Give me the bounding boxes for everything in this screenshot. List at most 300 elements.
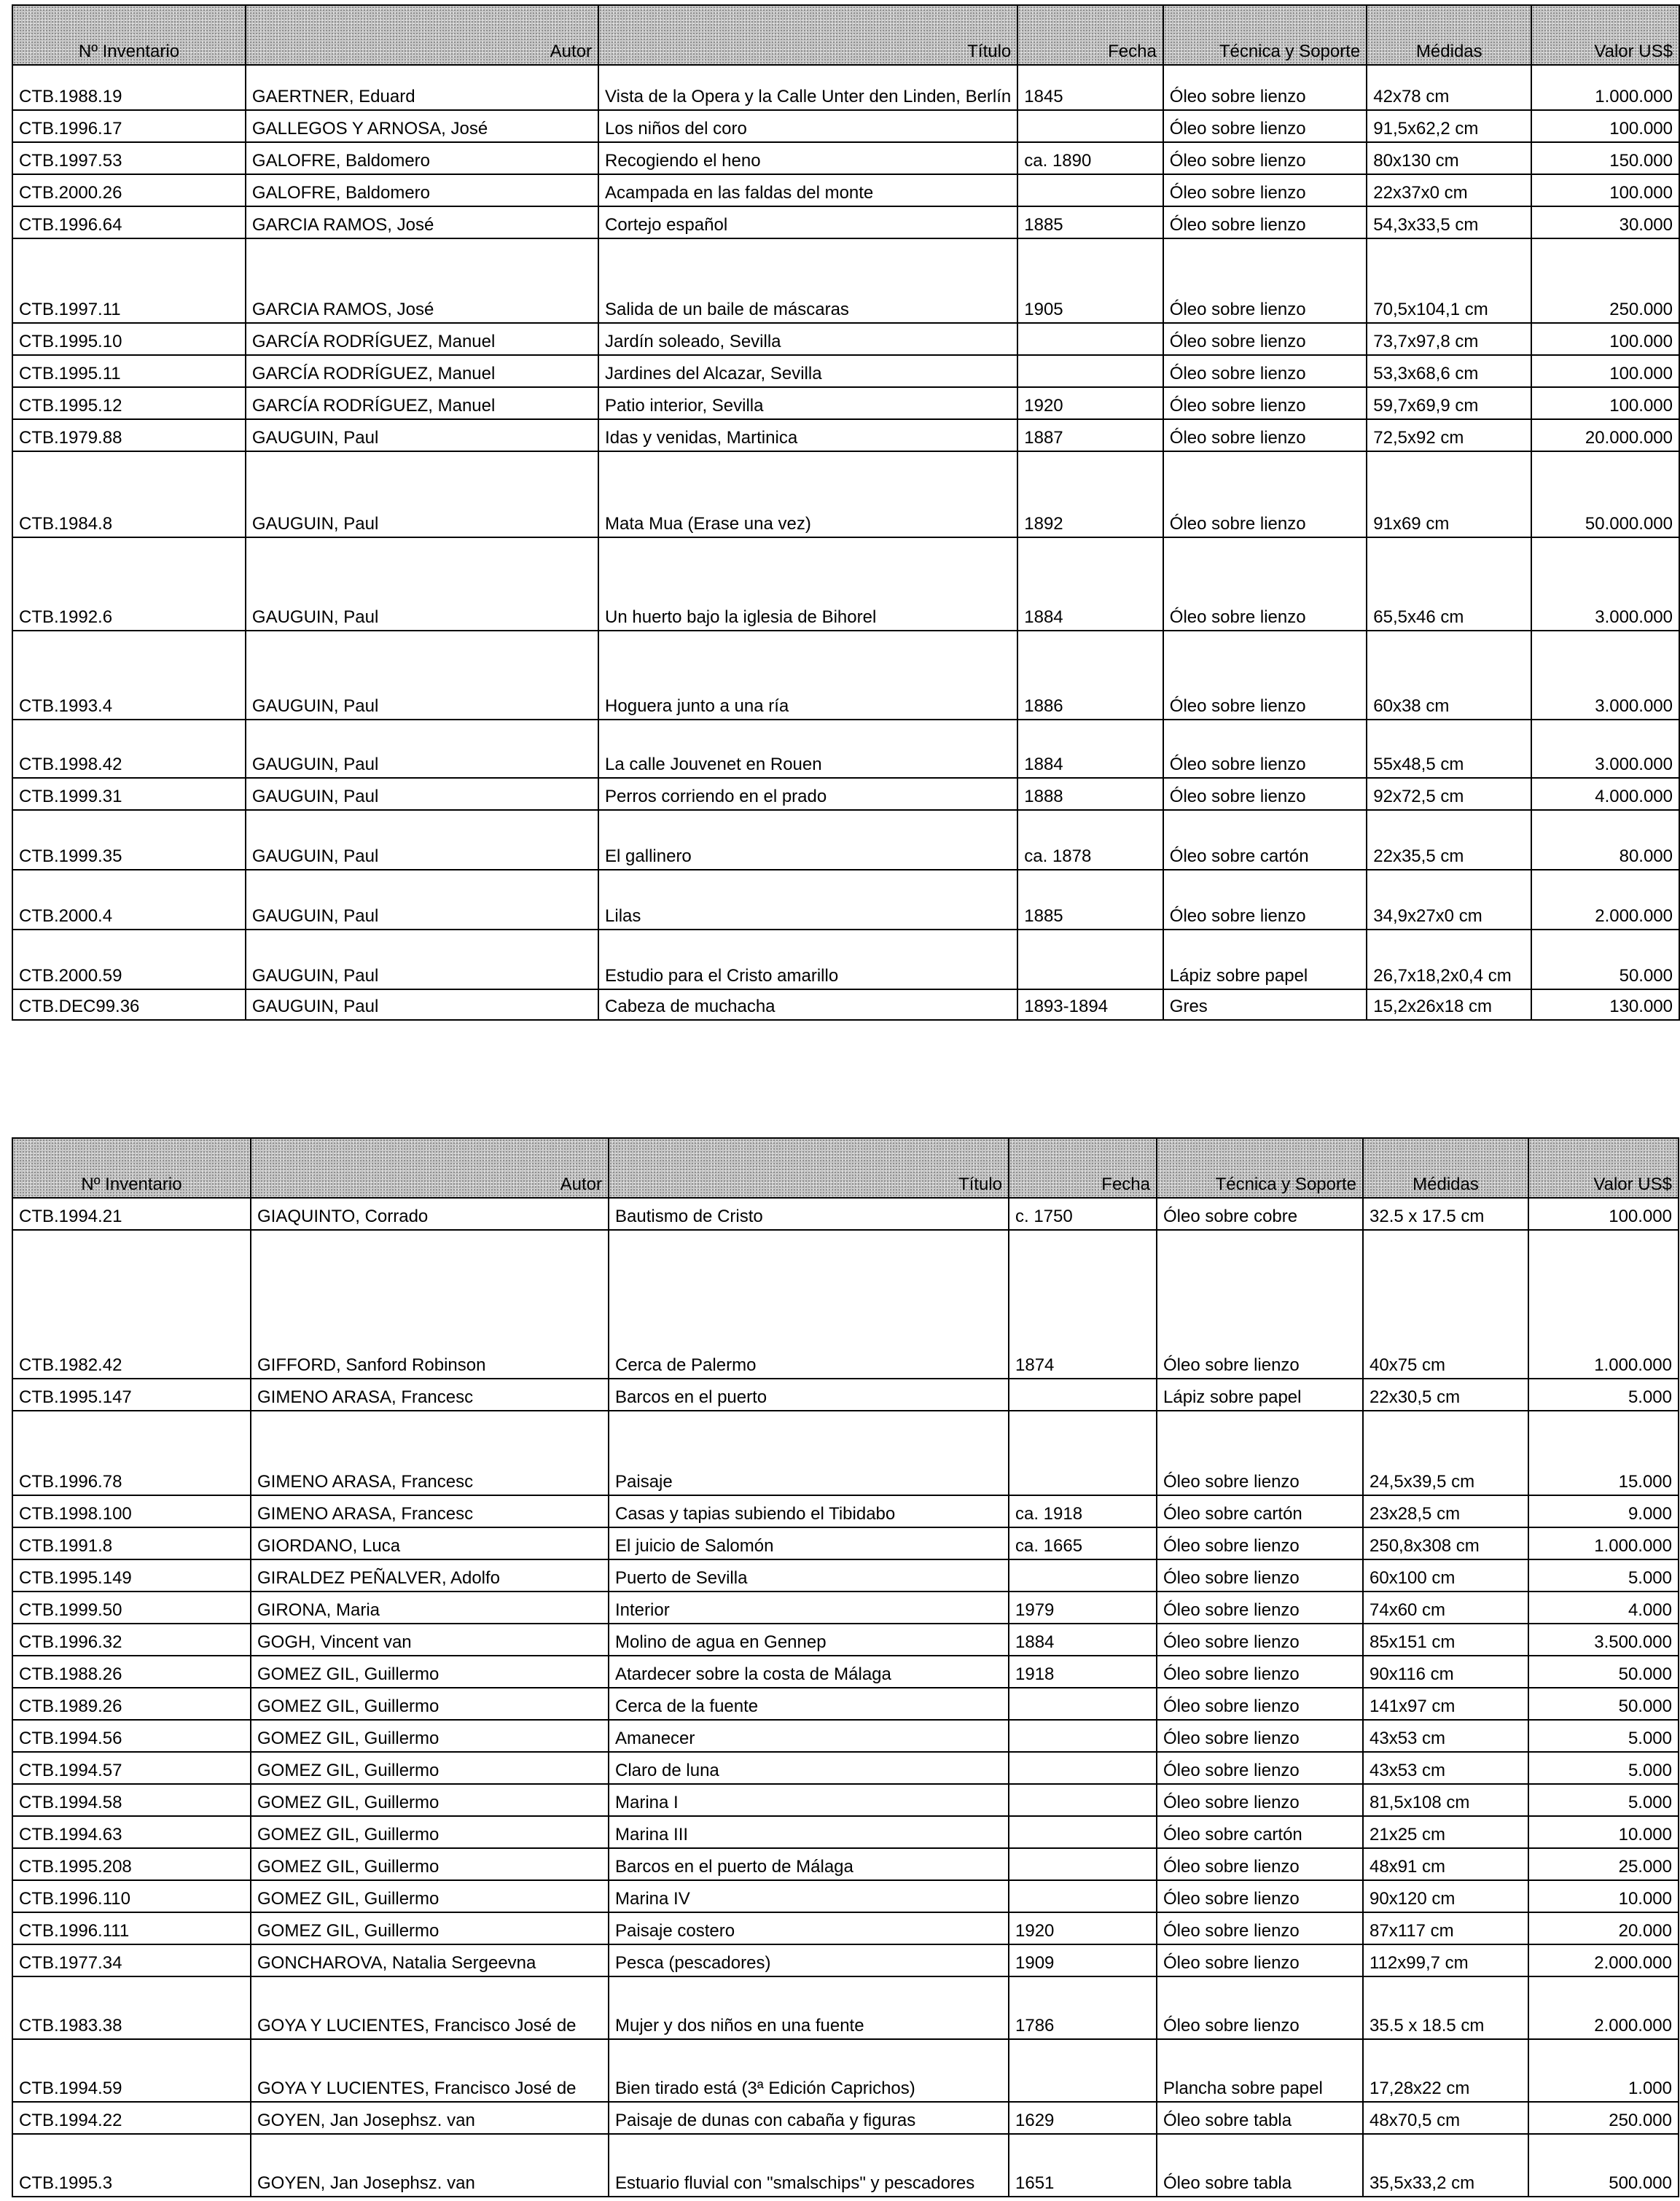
table-row	[12, 1688, 1679, 1720]
cell-medidas: 54,3x33,5 cm	[1367, 206, 1531, 238]
cell-autor: GOMEZ GIL, Guillermo	[251, 1720, 609, 1752]
cell-fecha: 1909	[1009, 1944, 1157, 1976]
cell-fecha: 1886	[1017, 631, 1163, 720]
cell-valor: 25.000	[1528, 1848, 1679, 1880]
cell-autor: GOYA Y LUCIENTES, Francisco José de	[251, 1976, 609, 2039]
cell-inventario: CTB.1998.100	[12, 1495, 251, 1527]
cell-autor: GIORDANO, Luca	[251, 1527, 609, 1559]
cell-autor: GONCHAROVA, Natalia Sergeevna	[251, 1944, 609, 1976]
table-row	[12, 1411, 1679, 1495]
cell-tecnica: Óleo sobre lienzo	[1157, 1944, 1363, 1976]
cell-valor: 80.000	[1531, 810, 1679, 870]
cell-valor: 1.000	[1528, 2039, 1679, 2102]
cell-tecnica: Óleo sobre lienzo	[1163, 355, 1367, 387]
table-row	[12, 1656, 1679, 1688]
cell-titulo: Interior	[609, 1592, 1009, 1624]
cell-medidas: 21x25 cm	[1363, 1816, 1528, 1848]
cell-inventario: CTB.2000.59	[12, 930, 246, 989]
cell-titulo: Claro de luna	[609, 1752, 1009, 1784]
cell-inventario: CTB.1995.10	[12, 323, 246, 355]
cell-valor: 100.000	[1531, 387, 1679, 419]
cell-tecnica: Óleo sobre lienzo	[1157, 1527, 1363, 1559]
cell-titulo: Paisaje de dunas con cabaña y figuras	[609, 2102, 1009, 2134]
cell-autor: GARCÍA RODRÍGUEZ, Manuel	[246, 387, 598, 419]
cell-valor: 2.000.000	[1528, 1944, 1679, 1976]
table-row	[12, 1624, 1679, 1656]
cell-fecha	[1009, 1559, 1157, 1592]
table-row	[12, 174, 1679, 206]
cell-tecnica: Óleo sobre lienzo	[1157, 1688, 1363, 1720]
cell-valor: 2.000.000	[1528, 1976, 1679, 2039]
cell-medidas: 35.5 x 18.5 cm	[1363, 1976, 1528, 2039]
cell-autor: GOMEZ GIL, Guillermo	[251, 1848, 609, 1880]
cell-fecha: 1885	[1017, 206, 1163, 238]
cell-autor: GIMENO ARASA, Francesc	[251, 1411, 609, 1495]
cell-titulo: Cerca de la fuente	[609, 1688, 1009, 1720]
cell-valor: 100.000	[1531, 174, 1679, 206]
table-row	[12, 930, 1679, 989]
cell-inventario: CTB.1998.42	[12, 720, 246, 778]
cell-fecha	[1009, 1411, 1157, 1495]
table-row	[12, 989, 1679, 1020]
cell-autor: GAUGUIN, Paul	[246, 631, 598, 720]
cell-titulo: La calle Jouvenet en Rouen	[598, 720, 1017, 778]
header-inventario: Nº Inventario	[12, 5, 246, 65]
cell-inventario: CTB.1996.110	[12, 1880, 251, 1912]
table-row	[12, 810, 1679, 870]
cell-autor: GOGH, Vincent van	[251, 1624, 609, 1656]
table-row	[12, 142, 1679, 174]
cell-valor: 3.000.000	[1531, 720, 1679, 778]
cell-tecnica: Óleo sobre lienzo	[1163, 110, 1367, 142]
cell-tecnica: Óleo sobre lienzo	[1157, 1230, 1363, 1379]
header-valor: Valor US$	[1531, 5, 1679, 65]
cell-titulo: Atardecer sobre la costa de Málaga	[609, 1656, 1009, 1688]
table-row	[12, 451, 1679, 537]
cell-fecha: ca. 1665	[1009, 1527, 1157, 1559]
table-row	[12, 65, 1679, 110]
cell-fecha	[1009, 1816, 1157, 1848]
cell-tecnica: Óleo sobre lienzo	[1163, 451, 1367, 537]
cell-tecnica: Óleo sobre lienzo	[1157, 1411, 1363, 1495]
cell-autor: GOYA Y LUCIENTES, Francisco José de	[251, 2039, 609, 2102]
cell-fecha: ca. 1878	[1017, 810, 1163, 870]
cell-autor: GARCIA RAMOS, José	[246, 206, 598, 238]
cell-valor: 20.000.000	[1531, 419, 1679, 451]
cell-inventario: CTB.1996.32	[12, 1624, 251, 1656]
cell-valor: 15.000	[1528, 1411, 1679, 1495]
cell-tecnica: Óleo sobre lienzo	[1163, 387, 1367, 419]
cell-fecha	[1009, 1784, 1157, 1816]
cell-inventario: CTB.1995.147	[12, 1379, 251, 1411]
cell-titulo: Marina I	[609, 1784, 1009, 1816]
cell-valor: 5.000	[1528, 1784, 1679, 1816]
table-row	[12, 1527, 1679, 1559]
header-tecnica: Técnica y Soporte	[1163, 5, 1367, 65]
cell-tecnica: Óleo sobre lienzo	[1163, 238, 1367, 323]
table-row	[12, 1495, 1679, 1527]
cell-inventario: CTB.1997.11	[12, 238, 246, 323]
cell-inventario: CTB.2000.26	[12, 174, 246, 206]
header-autor: Autor	[251, 1138, 609, 1198]
table-row	[12, 778, 1679, 810]
header-titulo: Título	[598, 5, 1017, 65]
cell-tecnica: Óleo sobre lienzo	[1163, 206, 1367, 238]
cell-medidas: 73,7x97,8 cm	[1367, 323, 1531, 355]
cell-autor: GIMENO ARASA, Francesc	[251, 1379, 609, 1411]
cell-inventario: CTB.1996.111	[12, 1912, 251, 1944]
cell-autor: GIRALDEZ PEÑALVER, Adolfo	[251, 1559, 609, 1592]
cell-fecha: 1920	[1017, 387, 1163, 419]
cell-titulo: Hoguera junto a una ría	[598, 631, 1017, 720]
cell-titulo: Marina IV	[609, 1880, 1009, 1912]
header-medidas: Médidas	[1363, 1138, 1528, 1198]
cell-valor: 50.000	[1528, 1656, 1679, 1688]
cell-medidas: 43x53 cm	[1363, 1720, 1528, 1752]
table-row	[12, 206, 1679, 238]
cell-inventario: CTB.1991.8	[12, 1527, 251, 1559]
cell-inventario: CTB.1995.149	[12, 1559, 251, 1592]
cell-autor: GARCÍA RODRÍGUEZ, Manuel	[246, 323, 598, 355]
cell-titulo: Marina III	[609, 1816, 1009, 1848]
cell-inventario: CTB.1992.6	[12, 537, 246, 631]
table-row	[12, 1816, 1679, 1848]
cell-medidas: 55x48,5 cm	[1367, 720, 1531, 778]
cell-autor: GOMEZ GIL, Guillermo	[251, 1656, 609, 1688]
cell-valor: 5.000	[1528, 1720, 1679, 1752]
cell-fecha	[1009, 1880, 1157, 1912]
cell-valor: 1.000.000	[1528, 1527, 1679, 1559]
cell-titulo: Perros corriendo en el prado	[598, 778, 1017, 810]
cell-titulo: Acampada en las faldas del monte	[598, 174, 1017, 206]
cell-medidas: 80x130 cm	[1367, 142, 1531, 174]
cell-titulo: Mata Mua (Erase una vez)	[598, 451, 1017, 537]
cell-valor: 50.000.000	[1531, 451, 1679, 537]
cell-autor: GAUGUIN, Paul	[246, 419, 598, 451]
cell-autor: GOYEN, Jan Josephsz. van	[251, 2134, 609, 2197]
cell-inventario: CTB.1994.63	[12, 1816, 251, 1848]
cell-tecnica: Óleo sobre lienzo	[1163, 142, 1367, 174]
cell-titulo: Recogiendo el heno	[598, 142, 1017, 174]
cell-valor: 130.000	[1531, 989, 1679, 1020]
cell-autor: GOMEZ GIL, Guillermo	[251, 1880, 609, 1912]
cell-autor: GOYEN, Jan Josephsz. van	[251, 2102, 609, 2134]
table-row	[12, 2039, 1679, 2102]
cell-inventario: CTB.DEC99.36	[12, 989, 246, 1020]
cell-medidas: 22x35,5 cm	[1367, 810, 1531, 870]
cell-titulo: Paisaje	[609, 1411, 1009, 1495]
table-row	[12, 1592, 1679, 1624]
cell-valor: 250.000	[1528, 2102, 1679, 2134]
cell-medidas: 23x28,5 cm	[1363, 1495, 1528, 1527]
cell-valor: 100.000	[1528, 1198, 1679, 1230]
cell-fecha	[1009, 1379, 1157, 1411]
cell-titulo: Jardín soleado, Sevilla	[598, 323, 1017, 355]
cell-tecnica: Óleo sobre lienzo	[1157, 1720, 1363, 1752]
cell-fecha	[1009, 1720, 1157, 1752]
cell-fecha: c. 1750	[1009, 1198, 1157, 1230]
cell-medidas: 91,5x62,2 cm	[1367, 110, 1531, 142]
cell-tecnica: Óleo sobre lienzo	[1157, 1880, 1363, 1912]
header-tecnica: Técnica y Soporte	[1157, 1138, 1363, 1198]
cell-inventario: CTB.1994.21	[12, 1198, 251, 1230]
cell-inventario: CTB.1994.56	[12, 1720, 251, 1752]
cell-medidas: 40x75 cm	[1363, 1230, 1528, 1379]
cell-titulo: Paisaje costero	[609, 1912, 1009, 1944]
cell-autor: GOMEZ GIL, Guillermo	[251, 1752, 609, 1784]
table-row	[12, 2134, 1679, 2197]
cell-inventario: CTB.1999.31	[12, 778, 246, 810]
table-row	[12, 1230, 1679, 1379]
cell-tecnica: Lápiz sobre papel	[1157, 1379, 1363, 1411]
cell-medidas: 81,5x108 cm	[1363, 1784, 1528, 1816]
cell-inventario: CTB.1984.8	[12, 451, 246, 537]
cell-fecha: 1887	[1017, 419, 1163, 451]
cell-fecha	[1017, 323, 1163, 355]
header-fecha: Fecha	[1009, 1138, 1157, 1198]
cell-fecha: 1979	[1009, 1592, 1157, 1624]
cell-medidas: 22x37x0 cm	[1367, 174, 1531, 206]
cell-titulo: Patio interior, Sevilla	[598, 387, 1017, 419]
cell-valor: 30.000	[1531, 206, 1679, 238]
cell-inventario: CTB.1979.88	[12, 419, 246, 451]
cell-medidas: 22x30,5 cm	[1363, 1379, 1528, 1411]
cell-valor: 5.000	[1528, 1559, 1679, 1592]
cell-fecha: 1651	[1009, 2134, 1157, 2197]
cell-fecha	[1009, 2039, 1157, 2102]
cell-valor: 4.000	[1528, 1592, 1679, 1624]
cell-autor: GOMEZ GIL, Guillermo	[251, 1912, 609, 1944]
table-row	[12, 238, 1679, 323]
cell-fecha: 1629	[1009, 2102, 1157, 2134]
cell-medidas: 65,5x46 cm	[1367, 537, 1531, 631]
cell-titulo: Barcos en el puerto	[609, 1379, 1009, 1411]
table-row	[12, 110, 1679, 142]
cell-tecnica: Óleo sobre lienzo	[1163, 323, 1367, 355]
table-row	[12, 1559, 1679, 1592]
cell-tecnica: Gres	[1163, 989, 1367, 1020]
cell-fecha	[1017, 355, 1163, 387]
cell-tecnica: Óleo sobre cobre	[1157, 1198, 1363, 1230]
cell-titulo: Idas y venidas, Martinica	[598, 419, 1017, 451]
cell-fecha	[1017, 930, 1163, 989]
cell-fecha: 1905	[1017, 238, 1163, 323]
cell-fecha	[1017, 110, 1163, 142]
header-row	[12, 1138, 1679, 1198]
cell-inventario: CTB.1988.19	[12, 65, 246, 110]
cell-inventario: CTB.1995.208	[12, 1848, 251, 1880]
cell-valor: 1.000.000	[1528, 1230, 1679, 1379]
cell-medidas: 60x100 cm	[1363, 1559, 1528, 1592]
cell-fecha	[1017, 174, 1163, 206]
inventory-table-2	[12, 1137, 1679, 2197]
table-row	[12, 1912, 1679, 1944]
cell-valor: 1.000.000	[1531, 65, 1679, 110]
cell-titulo: Estuario fluvial con "smalschips" y pescadores	[609, 2134, 1009, 2197]
cell-valor: 3.000.000	[1531, 537, 1679, 631]
table-row	[12, 1752, 1679, 1784]
header-autor: Autor	[246, 5, 598, 65]
cell-tecnica: Óleo sobre lienzo	[1163, 870, 1367, 930]
cell-medidas: 250,8x308 cm	[1363, 1527, 1528, 1559]
cell-valor: 4.000.000	[1531, 778, 1679, 810]
cell-medidas: 85x151 cm	[1363, 1624, 1528, 1656]
cell-valor: 5.000	[1528, 1379, 1679, 1411]
cell-inventario: CTB.1996.64	[12, 206, 246, 238]
cell-valor: 250.000	[1531, 238, 1679, 323]
cell-titulo: Vista de la Opera y la Calle Unter den Linden, Berlín	[598, 65, 1017, 110]
table-row	[12, 537, 1679, 631]
cell-fecha: 1884	[1017, 720, 1163, 778]
cell-tecnica: Óleo sobre cartón	[1157, 1495, 1363, 1527]
cell-valor: 20.000	[1528, 1912, 1679, 1944]
cell-medidas: 72,5x92 cm	[1367, 419, 1531, 451]
cell-autor: GAUGUIN, Paul	[246, 930, 598, 989]
cell-tecnica: Óleo sobre lienzo	[1163, 174, 1367, 206]
cell-valor: 2.000.000	[1531, 870, 1679, 930]
cell-fecha: 1884	[1017, 537, 1163, 631]
cell-valor: 50.000	[1531, 930, 1679, 989]
cell-tecnica: Óleo sobre lienzo	[1163, 537, 1367, 631]
table-row	[12, 355, 1679, 387]
cell-autor: GARCIA RAMOS, José	[246, 238, 598, 323]
cell-titulo: Puerto de Sevilla	[609, 1559, 1009, 1592]
cell-autor: GOMEZ GIL, Guillermo	[251, 1688, 609, 1720]
header-row	[12, 5, 1679, 65]
cell-medidas: 60x38 cm	[1367, 631, 1531, 720]
cell-inventario: CTB.1993.4	[12, 631, 246, 720]
cell-valor: 10.000	[1528, 1816, 1679, 1848]
cell-tecnica: Óleo sobre lienzo	[1157, 1624, 1363, 1656]
cell-inventario: CTB.2000.4	[12, 870, 246, 930]
cell-inventario: CTB.1982.42	[12, 1230, 251, 1379]
cell-inventario: CTB.1983.38	[12, 1976, 251, 2039]
cell-tecnica: Óleo sobre cartón	[1157, 1816, 1363, 1848]
cell-fecha: 1786	[1009, 1976, 1157, 2039]
cell-autor: GAUGUIN, Paul	[246, 537, 598, 631]
cell-titulo: Los niños del coro	[598, 110, 1017, 142]
cell-fecha: ca. 1890	[1017, 142, 1163, 174]
cell-medidas: 90x116 cm	[1363, 1656, 1528, 1688]
cell-titulo: El juicio de Salomón	[609, 1527, 1009, 1559]
cell-inventario: CTB.1996.78	[12, 1411, 251, 1495]
cell-titulo: Estudio para el Cristo amarillo	[598, 930, 1017, 989]
cell-medidas: 24,5x39,5 cm	[1363, 1411, 1528, 1495]
cell-tecnica: Óleo sobre lienzo	[1157, 1592, 1363, 1624]
cell-tecnica: Óleo sobre lienzo	[1157, 1656, 1363, 1688]
cell-autor: GIRONA, Maria	[251, 1592, 609, 1624]
cell-medidas: 90x120 cm	[1363, 1880, 1528, 1912]
cell-autor: GOMEZ GIL, Guillermo	[251, 1816, 609, 1848]
cell-tecnica: Lápiz sobre papel	[1163, 930, 1367, 989]
cell-autor: GAUGUIN, Paul	[246, 989, 598, 1020]
cell-medidas: 48x91 cm	[1363, 1848, 1528, 1880]
table-row	[12, 631, 1679, 720]
cell-tecnica: Óleo sobre lienzo	[1157, 1976, 1363, 2039]
cell-autor: GAUGUIN, Paul	[246, 451, 598, 537]
cell-valor: 50.000	[1528, 1688, 1679, 1720]
cell-fecha: 1884	[1009, 1624, 1157, 1656]
cell-titulo: Cabeza de muchacha	[598, 989, 1017, 1020]
cell-fecha: 1892	[1017, 451, 1163, 537]
cell-tecnica: Óleo sobre lienzo	[1157, 1559, 1363, 1592]
cell-titulo: Cerca de Palermo	[609, 1230, 1009, 1379]
cell-titulo: Bautismo de Cristo	[609, 1198, 1009, 1230]
cell-medidas: 15,2x26x18 cm	[1367, 989, 1531, 1020]
cell-medidas: 87x117 cm	[1363, 1912, 1528, 1944]
cell-titulo: Lilas	[598, 870, 1017, 930]
header-fecha: Fecha	[1017, 5, 1163, 65]
cell-medidas: 26,7x18,2x0,4 cm	[1367, 930, 1531, 989]
cell-valor: 5.000	[1528, 1752, 1679, 1784]
cell-titulo: Amanecer	[609, 1720, 1009, 1752]
table-row	[12, 1880, 1679, 1912]
cell-inventario: CTB.1996.17	[12, 110, 246, 142]
cell-titulo: Molino de agua en Gennep	[609, 1624, 1009, 1656]
cell-fecha: 1920	[1009, 1912, 1157, 1944]
cell-medidas: 48x70,5 cm	[1363, 2102, 1528, 2134]
cell-tecnica: Óleo sobre lienzo	[1163, 631, 1367, 720]
cell-autor: GAUGUIN, Paul	[246, 870, 598, 930]
cell-valor: 10.000	[1528, 1880, 1679, 1912]
cell-fecha: 1893-1894	[1017, 989, 1163, 1020]
cell-valor: 3.500.000	[1528, 1624, 1679, 1656]
cell-autor: GAUGUIN, Paul	[246, 778, 598, 810]
table-row	[12, 323, 1679, 355]
cell-fecha: 1888	[1017, 778, 1163, 810]
cell-inventario: CTB.1995.11	[12, 355, 246, 387]
cell-tecnica: Óleo sobre tabla	[1157, 2134, 1363, 2197]
cell-tecnica: Óleo sobre lienzo	[1163, 419, 1367, 451]
cell-autor: GALLEGOS Y ARNOSA, José	[246, 110, 598, 142]
cell-medidas: 141x97 cm	[1363, 1688, 1528, 1720]
cell-inventario: CTB.1999.35	[12, 810, 246, 870]
cell-tecnica: Óleo sobre lienzo	[1157, 1848, 1363, 1880]
cell-fecha	[1009, 1688, 1157, 1720]
cell-fecha: 1885	[1017, 870, 1163, 930]
cell-valor: 100.000	[1531, 323, 1679, 355]
header-valor: Valor US$	[1528, 1138, 1679, 1198]
cell-autor: GAUGUIN, Paul	[246, 810, 598, 870]
cell-medidas: 35,5x33,2 cm	[1363, 2134, 1528, 2197]
cell-tecnica: Óleo sobre lienzo	[1163, 778, 1367, 810]
cell-autor: GALOFRE, Baldomero	[246, 174, 598, 206]
cell-medidas: 70,5x104,1 cm	[1367, 238, 1531, 323]
table-row	[12, 1198, 1679, 1230]
cell-inventario: CTB.1995.3	[12, 2134, 251, 2197]
cell-autor: GIFFORD, Sanford Robinson	[251, 1230, 609, 1379]
cell-medidas: 42x78 cm	[1367, 65, 1531, 110]
cell-valor: 100.000	[1531, 110, 1679, 142]
cell-autor: GIAQUINTO, Corrado	[251, 1198, 609, 1230]
cell-inventario: CTB.1994.58	[12, 1784, 251, 1816]
cell-titulo: Cortejo español	[598, 206, 1017, 238]
cell-inventario: CTB.1999.50	[12, 1592, 251, 1624]
cell-valor: 9.000	[1528, 1495, 1679, 1527]
cell-tecnica: Óleo sobre lienzo	[1163, 65, 1367, 110]
cell-fecha: 1874	[1009, 1230, 1157, 1379]
header-titulo: Título	[609, 1138, 1009, 1198]
cell-tecnica: Óleo sobre lienzo	[1157, 1784, 1363, 1816]
table-row	[12, 1379, 1679, 1411]
cell-titulo: Un huerto bajo la iglesia de Bihorel	[598, 537, 1017, 631]
cell-valor: 100.000	[1531, 355, 1679, 387]
cell-autor: GIMENO ARASA, Francesc	[251, 1495, 609, 1527]
table-row	[12, 387, 1679, 419]
table-row	[12, 1720, 1679, 1752]
cell-titulo: Barcos en el puerto de Málaga	[609, 1848, 1009, 1880]
cell-titulo: Salida de un baile de máscaras	[598, 238, 1017, 323]
